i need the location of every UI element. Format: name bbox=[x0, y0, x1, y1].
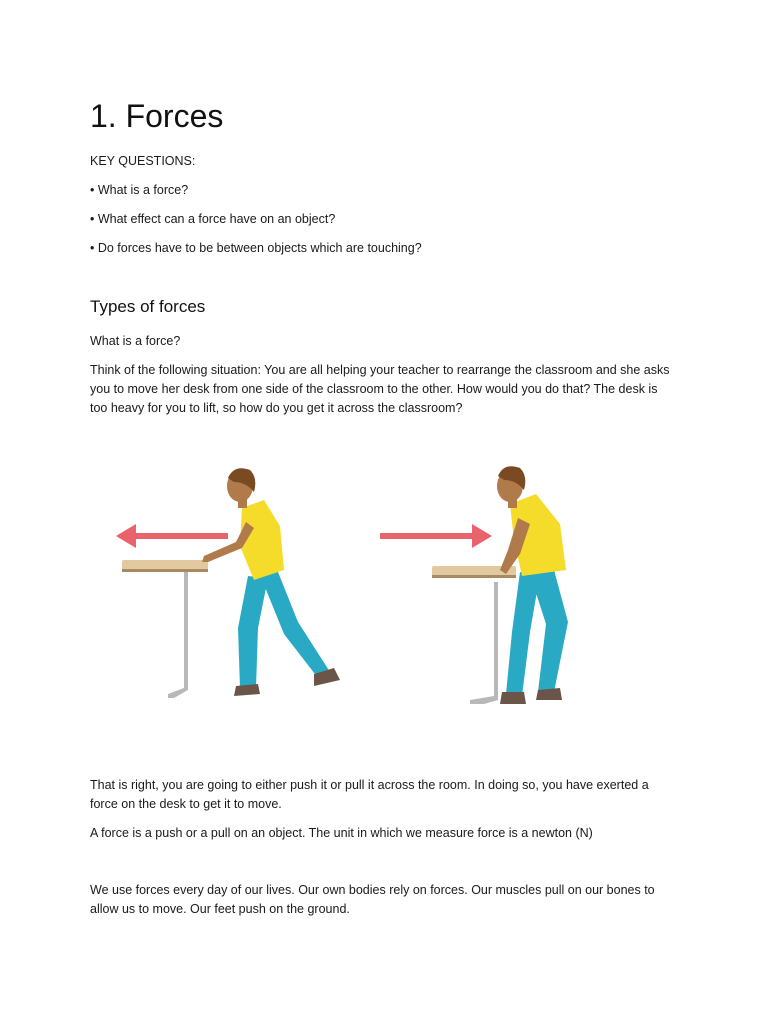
person-pulling bbox=[497, 466, 568, 704]
question-item: • What is a force? bbox=[90, 183, 189, 197]
push-pull-illustration bbox=[108, 452, 578, 714]
question-item: • What effect can a force have on an object? bbox=[90, 212, 336, 226]
paragraph-push-pull: That is right, you are going to either push it or pull it across the room. In doing so, you have exerted a force on the desk to get it to move. bbox=[90, 778, 649, 811]
key-questions-label: KEY QUESTIONS: bbox=[90, 154, 196, 168]
push-scene bbox=[116, 468, 340, 698]
left-arrow-icon bbox=[116, 524, 228, 548]
desk-right bbox=[432, 566, 516, 704]
question-item: • Do forces have to be between objects which are touching? bbox=[90, 241, 422, 255]
pull-scene bbox=[380, 466, 568, 704]
paragraph-everyday: We use forces every day of our lives. Our own bodies rely on forces. Our muscles pull on our bones to allow us to move. Our feet push on the ground. bbox=[90, 883, 655, 916]
page-title: 1. Forces bbox=[90, 98, 224, 134]
section-heading: Types of forces bbox=[90, 297, 206, 316]
right-arrow-icon bbox=[380, 524, 492, 548]
person-pushing bbox=[202, 468, 340, 696]
paragraph-situation: Think of the following situation: You are all helping your teacher to rearrange the classroom and she asks you to move her desk from one side of the classroom to the other. How would you do that? The desk is too heavy for you to lift, so how do you get it across the classroom? bbox=[90, 363, 670, 415]
subheading: What is a force? bbox=[90, 334, 181, 348]
paragraph-definition: A force is a push or a pull on an object. The unit in which we measure force is a newton (N) bbox=[90, 826, 593, 840]
desk-left bbox=[122, 560, 208, 698]
